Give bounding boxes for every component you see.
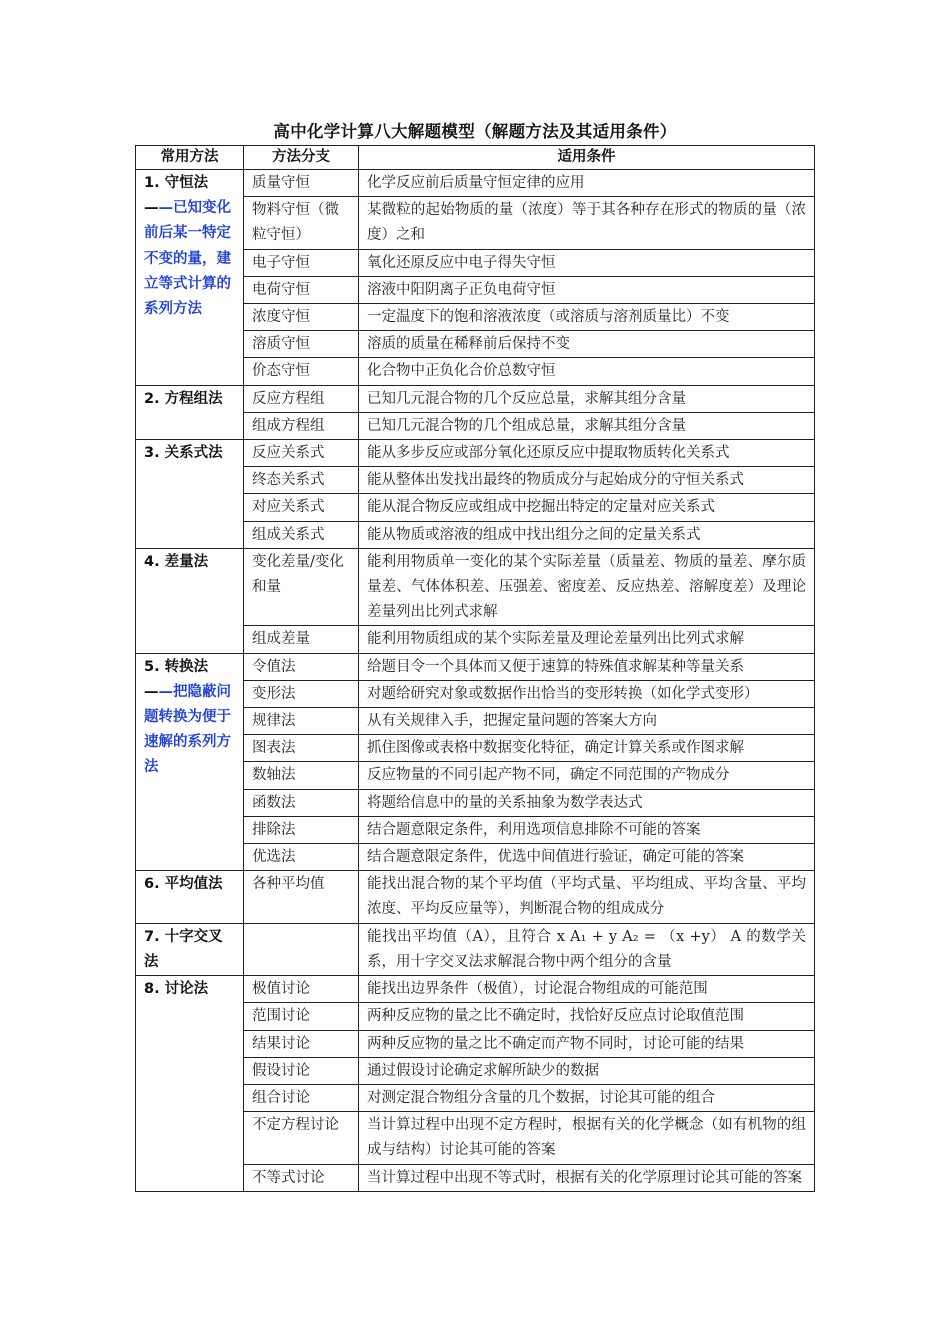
method-description: —把隐蔽问题转换为便于速解的系列方法	[144, 683, 231, 776]
branch-cell: 组合讨论	[244, 1084, 359, 1111]
branch-cell: 各种平均值	[244, 871, 359, 923]
condition-cell: 两种反应物的量之比不确定时，找恰好反应点讨论取值范围	[359, 1003, 815, 1030]
branch-cell	[244, 923, 359, 975]
condition-cell: 溶液中阳阴离子正负电荷守恒	[359, 276, 815, 303]
branch-cell: 质量守恒	[244, 170, 359, 197]
method-cell	[136, 385, 244, 439]
table-row	[136, 385, 815, 412]
condition-cell: 化合物中正负化合价总数守恒	[359, 358, 815, 385]
method-name: 1. 守恒法—	[144, 175, 209, 217]
table-row	[136, 923, 815, 975]
table-body	[136, 170, 815, 1192]
condition-cell: 通过假设讨论确定求解所缺少的数据	[359, 1057, 815, 1084]
condition-cell: 能从多步反应或部分氧化还原反应中提取物质转化关系式	[359, 440, 815, 467]
branch-cell: 数轴法	[244, 762, 359, 789]
table-row	[136, 871, 815, 923]
branch-cell: 不等式讨论	[244, 1164, 359, 1191]
branch-cell: 价态守恒	[244, 358, 359, 385]
condition-cell: 能找出边界条件（极值），讨论混合物组成的可能范围	[359, 976, 815, 1003]
condition-cell: 化学反应前后质量守恒定律的应用	[359, 170, 815, 197]
method-name: 5. 转换法—	[144, 658, 209, 700]
condition-cell: 对测定混合物组分含量的几个数据，讨论其可能的组合	[359, 1084, 815, 1111]
table-row	[136, 170, 815, 197]
condition-cell: 两种反应物的量之比不确定而产物不同时，讨论可能的结果	[359, 1030, 815, 1057]
branch-cell: 组成关系式	[244, 521, 359, 548]
branch-cell: 溶质守恒	[244, 331, 359, 358]
condition-cell: 某微粒的起始物质的量（浓度）等于其各种存在形式的物质的量（浓度）之和	[359, 197, 815, 249]
branch-cell: 极值讨论	[244, 976, 359, 1003]
condition-cell: 能从物质或溶液的组成中找出组分之间的定量关系式	[359, 521, 815, 548]
branch-cell: 规律法	[244, 708, 359, 735]
method-cell	[136, 440, 244, 549]
branch-cell: 反应关系式	[244, 440, 359, 467]
header-condition: 适用条件	[359, 146, 815, 170]
branch-cell: 优选法	[244, 844, 359, 871]
branch-cell: 函数法	[244, 789, 359, 816]
method-name: 4. 差量法	[144, 553, 209, 570]
branch-cell: 不定方程讨论	[244, 1112, 359, 1164]
document-title: 高中化学计算八大解题模型（解题方法及其适用条件）	[273, 122, 677, 141]
method-name: 7. 十字交叉法	[144, 928, 223, 970]
condition-cell: 已知几元混合物的几个反应总量，求解其组分含量	[359, 385, 815, 412]
condition-cell: 氧化还原反应中电子得失守恒	[359, 249, 815, 276]
condition-cell: 结合题意限定条件，优选中间值进行验证，确定可能的答案	[359, 844, 815, 871]
condition-cell: 能从整体出发找出最终的物质成分与起始成分的守恒关系式	[359, 467, 815, 494]
condition-cell: 当计算过程中出现不定方程时，根据有关的化学概念（如有机物的组成与结构）讨论其可能的答案	[359, 1112, 815, 1164]
branch-cell: 反应方程组	[244, 385, 359, 412]
method-name: 3. 关系式法	[144, 445, 223, 462]
header-branch: 方法分支	[244, 146, 359, 170]
branch-cell: 物料守恒（微粒守恒）	[244, 197, 359, 249]
condition-cell: 结合题意限定条件，利用选项信息排除不可能的答案	[359, 816, 815, 843]
table-row	[136, 440, 815, 467]
method-description: —已知变化前后某一特定不变的量，建立等式计算的系列方法	[144, 200, 231, 318]
condition-cell: 反应物量的不同引起产物不同，确定不同范围的产物成分	[359, 762, 815, 789]
table-row	[136, 976, 815, 1003]
condition-cell: 将题给信息中的量的关系抽象为数学表达式	[359, 789, 815, 816]
condition-cell: 能利用物质单一变化的某个实际差量（质量差、物质的量差、摩尔质量差、气体体积差、压强差、密度差、反应热差、溶解度差）及理论差量列出比列式求解	[359, 548, 815, 626]
branch-cell: 排除法	[244, 816, 359, 843]
branch-cell: 变化差量/变化和量	[244, 548, 359, 626]
method-cell	[136, 653, 244, 871]
method-cell	[136, 548, 244, 653]
condition-cell: 溶质的质量在稀释前后保持不变	[359, 331, 815, 358]
branch-cell: 终态关系式	[244, 467, 359, 494]
method-name: 2. 方程组法	[144, 390, 223, 407]
method-cell	[136, 923, 244, 975]
condition-cell: 当计算过程中出现不等式时，根据有关的化学原理讨论其可能的答案	[359, 1164, 815, 1191]
condition-cell: 给题目令一个具体而又便于速算的特殊值求解某种等量关系	[359, 653, 815, 680]
method-cell	[136, 871, 244, 923]
branch-cell: 组成差量	[244, 626, 359, 653]
method-name: 6. 平均值法	[144, 876, 223, 893]
table-header-row	[136, 146, 815, 170]
branch-cell: 假设讨论	[244, 1057, 359, 1084]
condition-cell: 从有关规律入手，把握定量问题的答案大方向	[359, 708, 815, 735]
condition-cell: 能利用物质组成的某个实际差量及理论差量列出比列式求解	[359, 626, 815, 653]
condition-cell: 对题给研究对象或数据作出恰当的变形转换（如化学式变形）	[359, 680, 815, 707]
condition-cell: 能找出平均值（A），且符合 x A₁ + y A₂ = （x +y） A 的数学关系，用十字交叉法求解混合物中两个组分的含量	[359, 923, 815, 975]
branch-cell: 变形法	[244, 680, 359, 707]
methods-table	[135, 145, 815, 1192]
header-method: 常用方法	[136, 146, 244, 170]
branch-cell: 令值法	[244, 653, 359, 680]
branch-cell: 图表法	[244, 735, 359, 762]
table-row	[136, 653, 815, 680]
branch-cell: 组成方程组	[244, 412, 359, 439]
method-name: 8. 讨论法	[144, 981, 209, 998]
branch-cell: 对应关系式	[244, 494, 359, 521]
condition-cell: 抓住图像或表格中数据变化特征，确定计算关系或作图求解	[359, 735, 815, 762]
condition-cell: 一定温度下的饱和溶液浓度（或溶质与溶剂质量比）不变	[359, 304, 815, 331]
branch-cell: 电荷守恒	[244, 276, 359, 303]
condition-cell: 已知几元混合物的几个组成总量，求解其组分含量	[359, 412, 815, 439]
branch-cell: 结果讨论	[244, 1030, 359, 1057]
branch-cell: 范围讨论	[244, 1003, 359, 1030]
table-row	[136, 548, 815, 626]
method-cell	[136, 976, 244, 1192]
condition-cell: 能找出混合物的某个平均值（平均式量、平均组成、平均含量、平均浓度、平均反应量等），判断混合物的组成成分	[359, 871, 815, 923]
branch-cell: 浓度守恒	[244, 304, 359, 331]
condition-cell: 能从混合物反应或组成中挖掘出特定的定量对应关系式	[359, 494, 815, 521]
branch-cell: 电子守恒	[244, 249, 359, 276]
method-cell	[136, 170, 244, 386]
